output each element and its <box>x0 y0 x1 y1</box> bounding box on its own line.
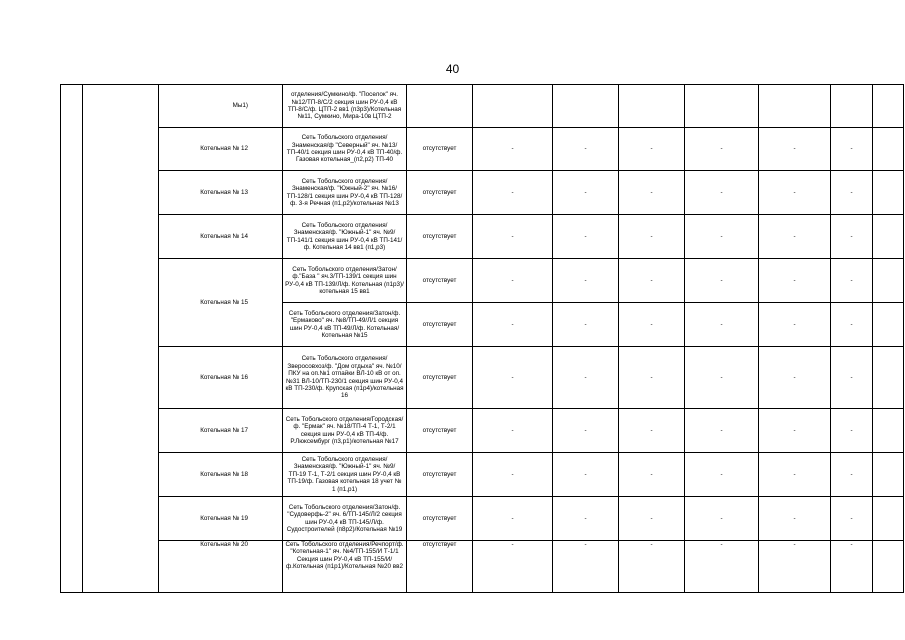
status-cell: отсутствует <box>407 409 473 453</box>
status-cell: отсутствует <box>407 303 473 347</box>
value-cell: - <box>685 409 759 453</box>
network-cell: Сеть Тобольского отделения/Городская/ф. "Ермак" яч. №18/ТП-4 Т-1, Т-2/1 секция шин РУ-0,4 кВ ТП-4/ф. Р.Люксембург (п3,р1)/котельная №17 <box>283 409 407 453</box>
value-cell: - <box>831 497 873 541</box>
network-cell: Сеть Тобольского отделения/Затон/ф."База " яч.3/ТП-139/1 секция шин РУ-0,4 кВ ТП-139/Л/ф. Котельная (п1р3)/котельная 15 вв1 <box>283 259 407 303</box>
value-cell: - <box>685 303 759 347</box>
value-cell: - <box>619 453 685 497</box>
value-cell: - <box>759 171 831 215</box>
value-cell: - <box>831 409 873 453</box>
empty-cell <box>83 85 159 593</box>
table-row <box>61 128 904 171</box>
status-cell: отсутствует <box>407 128 473 171</box>
value-cell <box>873 215 904 259</box>
value-cell: - <box>759 347 831 409</box>
table-row <box>61 259 904 303</box>
value-cell: - <box>759 497 831 541</box>
table-row <box>61 215 904 259</box>
value-cell: - <box>619 128 685 171</box>
value-cell: - <box>619 347 685 409</box>
value-cell: - <box>685 215 759 259</box>
value-cell: - <box>831 128 873 171</box>
object-name: Котельная № 15 <box>159 259 283 347</box>
value-cell: - <box>553 171 619 215</box>
page-number: 40 <box>445 62 460 76</box>
value-cell: - <box>473 347 553 409</box>
value-cell: - <box>553 215 619 259</box>
value-cell: - <box>473 541 553 593</box>
value-cell: - <box>619 259 685 303</box>
object-name: Котельная № 18 <box>159 453 283 497</box>
table-row <box>61 541 904 593</box>
value-cell: - <box>553 259 619 303</box>
value-cell: - <box>831 347 873 409</box>
value-cell: - <box>685 128 759 171</box>
object-name: Котельная № 16 <box>159 347 283 409</box>
object-name: Котельная № 20 <box>159 541 283 593</box>
network-cell: Сеть Тобольского отделения/Знаменская/ф. "Южный-1" яч. №9/ТП-141/1 секция шин РУ-0,4 кВ ТП-141/ф. Котельная 14 вв1 (п1,р3) <box>283 215 407 259</box>
value-cell: - <box>473 497 553 541</box>
value-cell: - <box>685 541 759 593</box>
index-cell <box>61 85 83 593</box>
network-cell: Сеть Тобольского отделения/Знаменская/ф. "Южный-1" яч. №9/ТП-19 Т-1, Т-2/1 секция шин РУ-0,4 кВ ТП-19/ф. Газовая котельная 18 учет № 1 (п1,р1) <box>283 453 407 497</box>
value-cell: - <box>685 497 759 541</box>
value-cell: - <box>553 303 619 347</box>
value-cell <box>873 303 904 347</box>
value-cell <box>619 85 685 128</box>
value-cell: - <box>553 128 619 171</box>
status-cell <box>407 85 473 128</box>
value-cell <box>473 85 553 128</box>
value-cell: - <box>831 171 873 215</box>
value-cell <box>873 171 904 215</box>
object-name: Котельная № 13 <box>159 171 283 215</box>
network-cell: Сеть Тобольского отделения/Зверосовхоз/ф. "Дом отдыха" яч. №10/ПКУ на оп.№1 отпайки ВЛ-10 кВ от оп.№31 ВЛ-10/ТП-230/1 секция шин РУ-0,4 кВ ТП-230/ф. Крупская (п1р4)/котельная 16 <box>283 347 407 409</box>
value-cell <box>873 85 904 128</box>
object-name: Котельная № 17 <box>159 409 283 453</box>
value-cell: - <box>619 171 685 215</box>
value-cell <box>873 453 904 497</box>
status-cell: отсутствует <box>407 347 473 409</box>
value-cell <box>873 409 904 453</box>
status-cell: отсутствует <box>407 541 473 593</box>
value-cell: - <box>685 171 759 215</box>
table-row <box>61 85 904 128</box>
value-cell <box>553 85 619 128</box>
status-cell: отсутствует <box>407 453 473 497</box>
value-cell: - <box>831 215 873 259</box>
value-cell: - <box>619 215 685 259</box>
value-cell <box>873 128 904 171</box>
value-cell: - <box>685 259 759 303</box>
value-cell: - <box>759 541 831 593</box>
value-cell: - <box>759 215 831 259</box>
network-cell: Сеть Тобольского отделения/Затон/ф. "Ермаково" яч. №8/ТП-49/Л/1 секция шин РУ-0,4 кВ ТП-49/Л/ф. Котельная/Котельная №15 <box>283 303 407 347</box>
table-row <box>61 497 904 541</box>
value-cell: - <box>619 497 685 541</box>
value-cell: - <box>831 259 873 303</box>
network-cell: Сеть Тобольского отделения/Знаменская/ф. "Южный-2" яч. №16/ТП-128/1 секция шин РУ-0,4 кВ ТП-128/ф. 3-я Речная (п1,р2)/котельная №13 <box>283 171 407 215</box>
table-row <box>61 453 904 497</box>
network-cell: отделения/Сумкино/ф. "Поселок" яч. №12/ТП-8/С/2 секция шин РУ-0,4 кВ ТП-8/С/ф. ЦТП-2 вв1 (п3р3)/Котельная №11, Сумкино, Мира-10в ЦТП-2 <box>283 85 407 128</box>
value-cell <box>759 85 831 128</box>
value-cell: - <box>553 347 619 409</box>
data-table <box>60 84 904 593</box>
value-cell <box>873 259 904 303</box>
object-name: Котельная № 19 <box>159 497 283 541</box>
table-row <box>61 409 904 453</box>
value-cell <box>873 347 904 409</box>
value-cell: - <box>553 541 619 593</box>
value-cell: - <box>759 303 831 347</box>
status-cell: отсутствует <box>407 497 473 541</box>
object-name: Котельная № 14 <box>159 215 283 259</box>
value-cell: - <box>685 453 759 497</box>
network-cell: Сеть Тобольского отделения/Знаменская/ф "Северный" яч. №13/ТП-40/1 секция шин РУ-0,4 кВ ТП-40/ф. Газовая котельная_(п2,р2) ТП-40 <box>283 128 407 171</box>
value-cell: - <box>759 128 831 171</box>
value-cell: - <box>685 347 759 409</box>
table-row <box>61 347 904 409</box>
value-cell <box>831 85 873 128</box>
status-cell: отсутствует <box>407 259 473 303</box>
value-cell: - <box>553 497 619 541</box>
value-cell: - <box>759 259 831 303</box>
status-cell: отсутствует <box>407 171 473 215</box>
value-cell: - <box>473 215 553 259</box>
value-cell: - <box>831 453 873 497</box>
value-cell: - <box>831 303 873 347</box>
value-cell: - <box>473 259 553 303</box>
value-cell: - <box>831 541 873 593</box>
value-cell: - <box>473 409 553 453</box>
value-cell: - <box>759 453 831 497</box>
value-cell: - <box>553 409 619 453</box>
value-cell: - <box>619 303 685 347</box>
value-cell <box>873 497 904 541</box>
value-cell <box>873 541 904 593</box>
table-row <box>61 171 904 215</box>
value-cell: - <box>473 303 553 347</box>
value-cell: - <box>473 128 553 171</box>
network-cell: Сеть Тобольского отделения/Затон/ф. "Судоверфь-2" яч. 6/ТП-145/Л/2 секция шин РУ-0,4 кВ ТП-145/Л/ф. Судостроителей (п8р2)/Котельная №19 <box>283 497 407 541</box>
status-cell: отсутствует <box>407 215 473 259</box>
value-cell: - <box>473 453 553 497</box>
value-cell: - <box>619 409 685 453</box>
value-cell: - <box>619 541 685 593</box>
value-cell: - <box>759 409 831 453</box>
network-cell: Сеть Тобольского отделения/Речпорт/ф. "Котельная-1" яч. №4/ТП-155/И Т-1/1 Секция шин РУ-0,4 кВ ТП-155/И/ф.Котельная (п1р1)/Котельная №20 вв2 <box>283 541 407 593</box>
object-name: Котельная № 12 <box>159 128 283 171</box>
object-name: Мы1) <box>159 85 283 128</box>
value-cell: - <box>553 453 619 497</box>
value-cell <box>685 85 759 128</box>
value-cell: - <box>473 171 553 215</box>
